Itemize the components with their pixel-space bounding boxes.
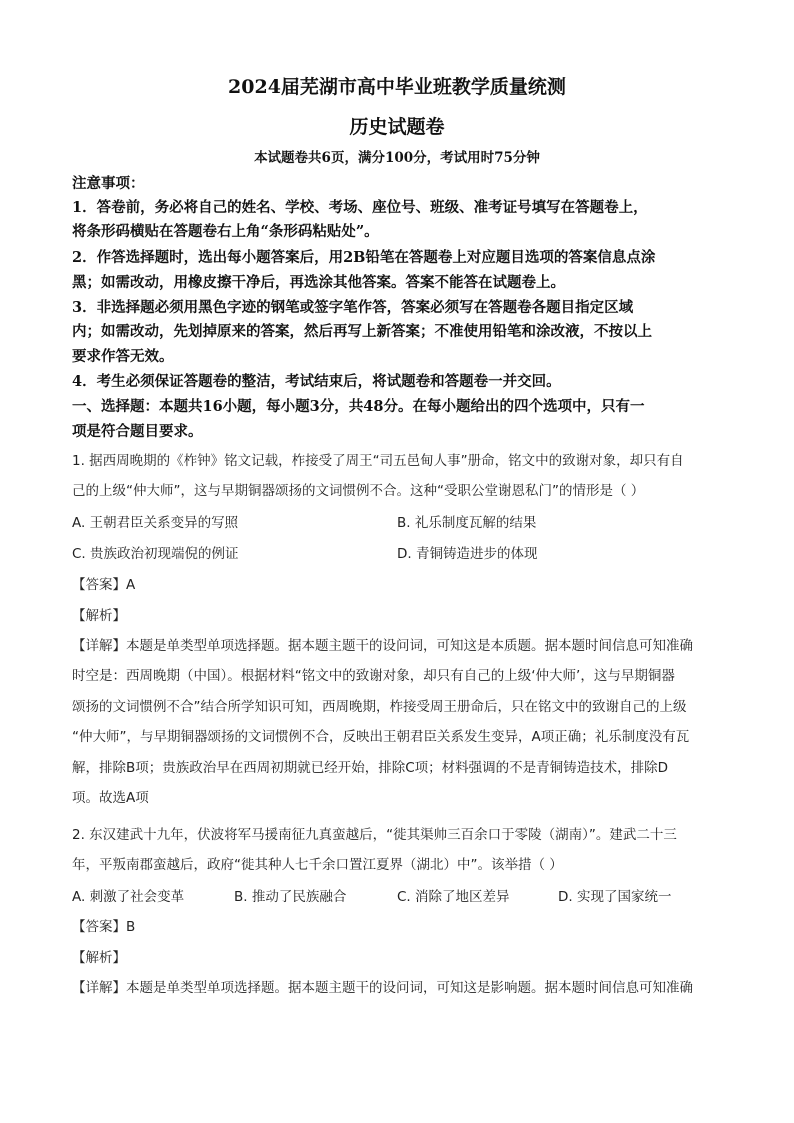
q1-detail-line: “仲大师”，与早期铜器颂扬的文词惯例不合，反映出王朝君臣关系发生变异，A项正确；礼乐制度没有瓦 bbox=[72, 729, 690, 745]
section-heading-cont: 项是符合题目要求。 bbox=[72, 423, 203, 440]
q1-option-d: D. 青铜铸造进步的体现 bbox=[397, 546, 538, 562]
q2-stem: 2. 东汉建武十九年，伏波将军马援南征九真蛮越后，“徙其渠帅三百余口于零陵（湖南）”。建武二十三 bbox=[72, 827, 677, 843]
q2-answer: 【答案】B bbox=[72, 919, 136, 935]
exam-info: 本试题卷共6页，满分100分，考试用时75分钟 bbox=[254, 150, 540, 166]
q1-option-b: B. 礼乐制度瓦解的结果 bbox=[397, 515, 537, 531]
note-line: 4．考生必须保证答题卷的整洁，考试结束后，将试题卷和答题卷一并交回。 bbox=[72, 373, 561, 390]
q2-option-c: C. 消除了地区差异 bbox=[397, 889, 510, 905]
note-line: 内；如需改动，先划掉原来的答案，然后再写上新答案；不准使用铅笔和涂改液，不按以上 bbox=[72, 323, 652, 340]
q1-detail-line: 项。故选A项 bbox=[72, 790, 149, 806]
q2-option-d: D. 实现了国家统一 bbox=[558, 889, 672, 905]
q1-answer: 【答案】A bbox=[72, 577, 136, 593]
q1-detail-line: 【详解】本题是单类型单项选择题。据本题主题干的设问词，可知这是本质题。据本题时间信息可知准确 bbox=[72, 638, 693, 654]
note-line: 黑；如需改动，用橡皮擦干净后，再选涂其他答案。答案不能答在试题卷上。 bbox=[72, 274, 565, 291]
q2-analysis: 【解析】 bbox=[72, 950, 126, 966]
q1-detail-line: 解，排除B项；贵族政治早在西周初期就已经开始，排除C项；材料强调的不是青铜铸造技术，排除D bbox=[72, 760, 669, 776]
q1-detail-line: 时空是：西周晚期（中国）。根据材料“铭文中的致谢对象，却只有自己的上级‘仲大师’，这与早期铜器 bbox=[72, 668, 675, 684]
q1-detail-line: 颂扬的文词惯例不合”结合所学知识可知，西周晚期，柞接受周王册命后，只在铭文中的致谢自己的上级 bbox=[72, 699, 687, 715]
q1-option-c: C. 贵族政治初现端倪的例证 bbox=[72, 546, 239, 562]
q2-option-b: B. 推动了民族融合 bbox=[234, 889, 347, 905]
note-line: 2．作答选择题时，选出每小题答案后，用2B铅笔在答题卷上对应题目选项的答案信息点涂 bbox=[72, 249, 656, 266]
q1-analysis: 【解析】 bbox=[72, 608, 126, 624]
notes-heading: 注意事项： bbox=[72, 175, 145, 192]
exam-title: 2024届芜湖市高中毕业班教学质量统测 bbox=[228, 76, 566, 98]
q2-option-a: A. 刺激了社会变革 bbox=[72, 889, 185, 905]
note-line: 1．答卷前，务必将自己的姓名、学校、考场、座位号、班级、准考证号填写在答题卷上， bbox=[72, 199, 648, 216]
note-line: 要求作答无效。 bbox=[72, 348, 174, 365]
q1-stem: 1. 据西周晚期的《柞钟》铭文记载，柞接受了周王“司五邑甸人事”册命，铭文中的致谢对象，却只有自 bbox=[72, 453, 684, 469]
exam-subtitle: 历史试题卷 bbox=[349, 116, 445, 138]
q2-detail-line: 【详解】本题是单类型单项选择题。据本题主题干的设问词，可知这是影响题。据本题时间信息可知准确 bbox=[72, 980, 693, 996]
note-line: 将条形码横贴在答题卷右上角“条形码粘贴处”。 bbox=[72, 223, 379, 240]
q2-stem-cont: 年，平叛南郡蛮越后，政府“徙其种人七千余口置江夏界（湖北）中”。该举措（ ） bbox=[72, 857, 563, 873]
q1-stem-cont: 己的上级“仲大师”，这与早期铜器颂扬的文词惯例不合。这种“受职公堂谢恩私门”的情形是（ ） bbox=[72, 483, 645, 499]
section-heading: 一、选择题：本题共16小题，每小题3分，共48分。在每小题给出的四个选项中，只有一 bbox=[72, 398, 645, 415]
note-line: 3．非选择题必须用黑色字迹的钢笔或签字笔作答，答案必须写在答题卷各题目指定区域 bbox=[72, 299, 634, 316]
q1-option-a: A. 王朝君臣关系变异的写照 bbox=[72, 515, 239, 531]
